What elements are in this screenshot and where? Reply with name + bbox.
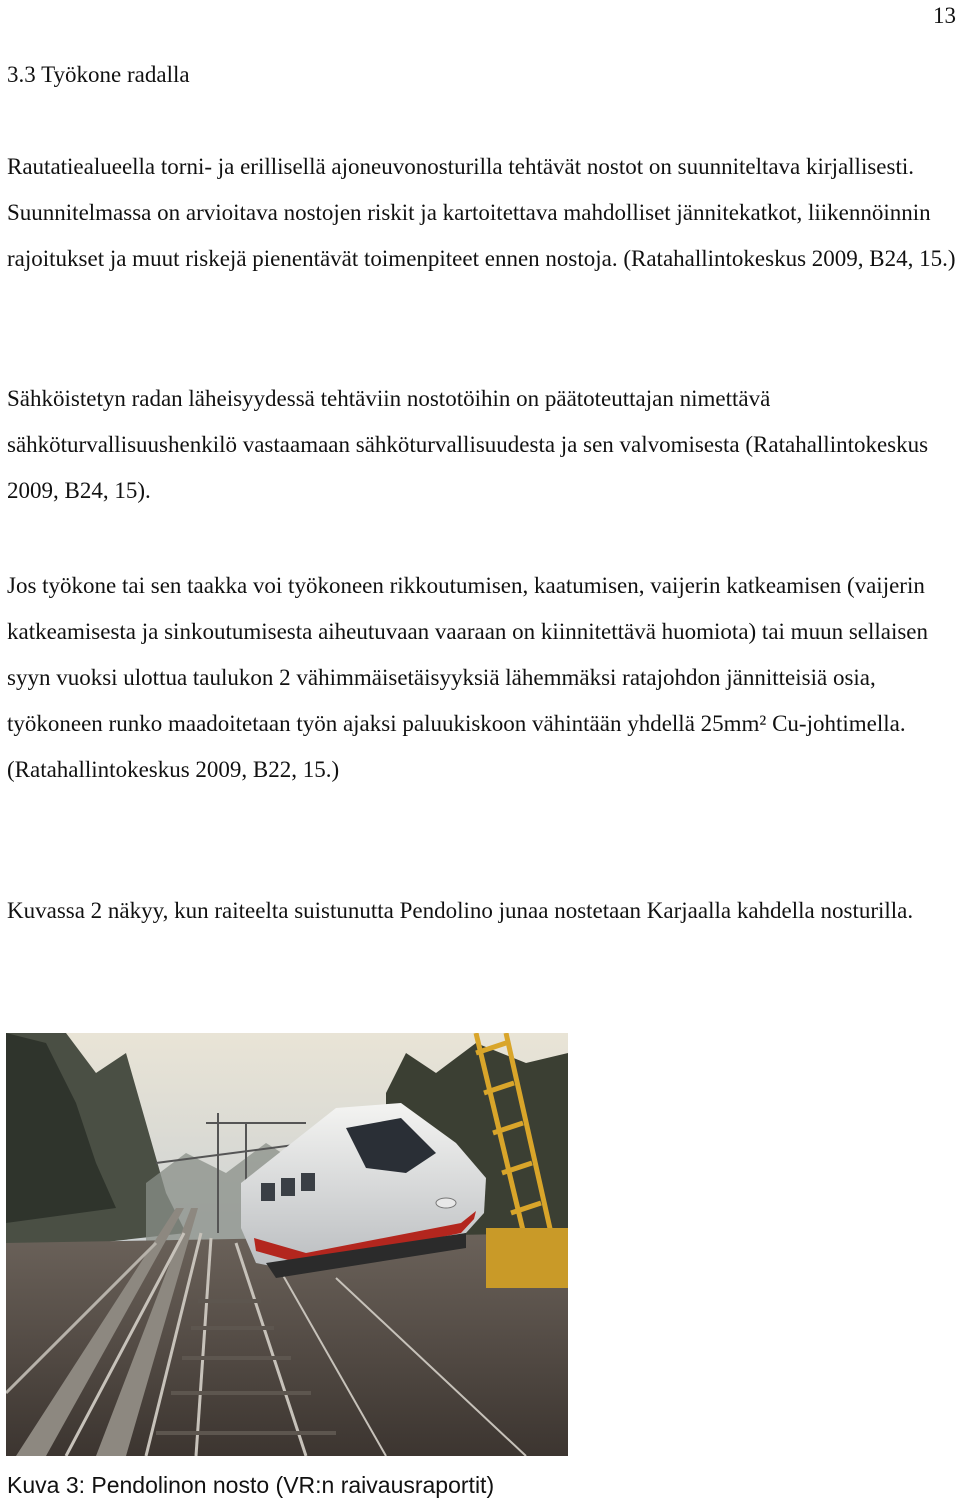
pendolino-lifting-photo [6,1033,568,1456]
page-number: 13 [933,3,956,28]
paragraph-figure-reference: Kuvassa 2 näkyy, kun raiteelta suistunutta Pendolino junaa nostetaan Karjaalla kahdella nosturilla. [7,898,914,923]
section-heading: 3.3 Työkone radalla [7,62,190,87]
paragraph-lifting-plans: Rautatiealueella torni- ja erillisellä ajoneuvonosturilla tehtävät nostot on suunniteltava kirjallisesti. Suunnitelmassa on arvioitava nostojen riskit ja kartoitettava mahdolliset jännitekatkot, liikennöinnin rajoitukset ja muut riskejä pienentävät toimenpiteet ennen nostoja. (Ratahallintokeskus 2009, B24, 15.) [7,154,956,271]
paragraph-grounding: Jos työkone tai sen taakka voi työkoneen rikkoutumisen, kaatumisen, vaijerin katkeamisen (vaijerin katkeamisesta ja sinkoutumisesta aiheutuvaan vaaraan on kiinnitettävä huomiota) tai muun sellaisen syyn vuoksi ulottua taulukon 2 vähimmäisetäisyyksiä lähemmäksi ratajohdon jännitteisiä osia, työkoneen runko maadoitetaan työn ajaksi paluukiskoon vähintään yhdellä 25mm² Cu-johtimella. (Ratahallintokeskus 2009, B22, 15.) [7,573,929,782]
figure-caption: Kuva 3: Pendolinon nosto (VR:n raivausraportit) [7,1472,495,1498]
paragraph-electrical-safety: Sähköistetyn radan läheisyydessä tehtäviin nostotöihin on päätoteuttajan nimettävä sähköturvallisuushenkilö vastaamaan sähköturvallisuudesta ja sen valvomisesta (Ratahallintokeskus 2009, B24, 15). [7,386,929,503]
